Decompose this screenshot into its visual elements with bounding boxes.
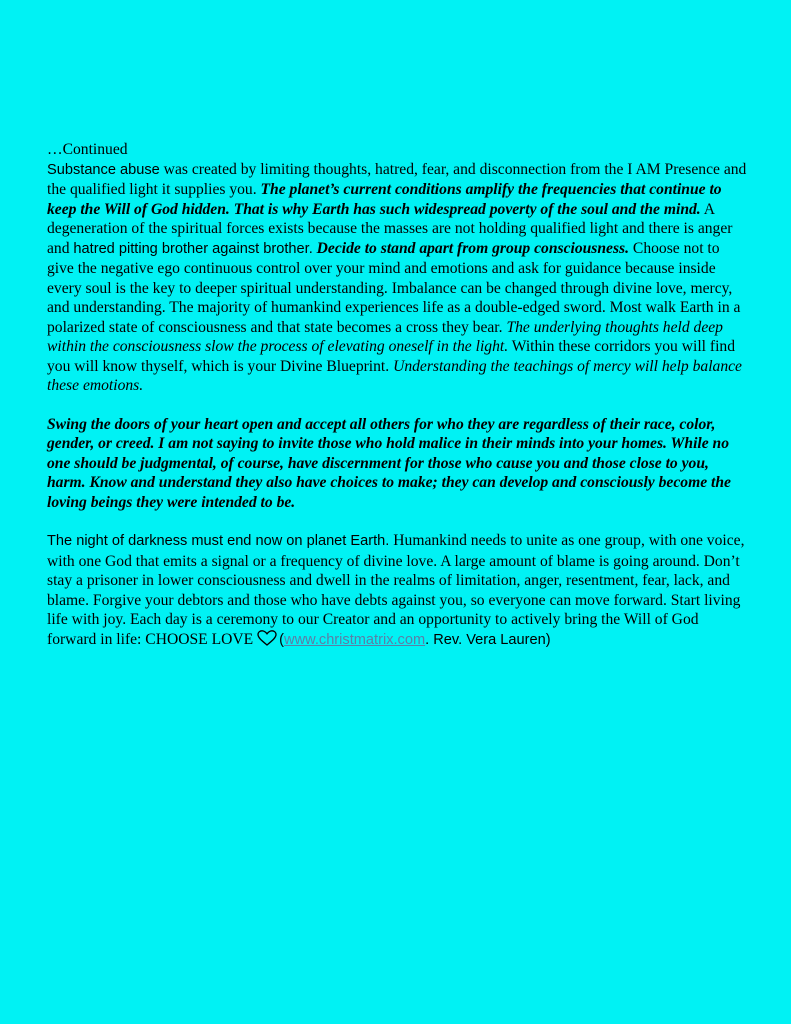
paragraph-swing-doors: Swing the doors of your heart open and accept all others for who they are regardless of their race, color, gender, or creed. I am not saying to invite those who hold malice in their minds into your homes. While no one should be judgmental, of course, have discernment for those who cause you and those close to you, harm. Know and understand they also have choices to make; they can develop and consciously become the loving beings they were intended to be.: [47, 415, 731, 511]
author-signature: . Rev. Vera Lauren): [425, 631, 551, 648]
christmatrix-link[interactable]: www.christmatrix.com: [284, 631, 426, 648]
document-body: [47, 140, 747, 650]
para1-italic-2: Understanding the teachings of mercy will help balance these emotions.: [47, 357, 742, 394]
para1-text-1: was created by limiting thoughts, hatred, fear, and disconnection from the I AM Presence and the qualified light it supplies you.: [47, 160, 747, 198]
heart-icon: [257, 630, 277, 646]
continued-label: …Continued: [47, 141, 128, 158]
night-darkness-heading: The night of darkness must end now on planet Earth.: [47, 533, 390, 549]
para1-emphasis-2: Decide to stand apart from group consciousness.: [316, 239, 630, 257]
para3-text: Humankind needs to unite as one group, with one voice, with one God that emits a signal or a frequency of divine love. A large amount of blame is going around. Don’t stay a prisoner in lower consciousness and dwell in the realms of limitation, anger, resentment, fear, lack, and blame. Forgive your debtors and those who have debts against you, so everyone can move forward. Start living life with joy. Each day is a ceremony to our Creator and an opportunity to actively bring the Will of God forward in life: CHOOSE LOVE: [47, 532, 745, 648]
paren-open: (: [279, 631, 285, 648]
paragraph-night-darkness: [47, 531, 747, 650]
para1-text-2: A degeneration of the spiritual forces exists because the masses are not holding qualified light and there is anger and: [47, 200, 733, 257]
para1-italic-1: The underlying thoughts held deep within the consciousness slow the process of elevating oneself in the light.: [47, 318, 723, 355]
para1-text-3: Choose not to give the negative ego continuous control over your mind and emotions and ask for guidance because inside every soul is the key to deeper spiritual understanding. Imbalance can be changed through divine love, mercy, and understanding. The majority of humankind experiences life as a double-edged sword. Most walk Earth in a polarized state of consciousness and that state becomes a cross they bear.: [47, 239, 741, 336]
para1-text-4: Within these corridors you will find you will know thyself, which is your Divine Blueprint.: [47, 338, 736, 375]
paragraph-substance-abuse: [47, 160, 747, 396]
para1-emphasis-1: The planet’s current conditions amplify the frequencies that continue to keep the Will of God hidden. That is why Earth has such widespread poverty of the soul and the mind.: [47, 181, 722, 218]
substance-abuse-heading: Substance abuse: [47, 161, 160, 178]
para1-sans-1: hatred pitting brother against brother.: [73, 240, 313, 257]
